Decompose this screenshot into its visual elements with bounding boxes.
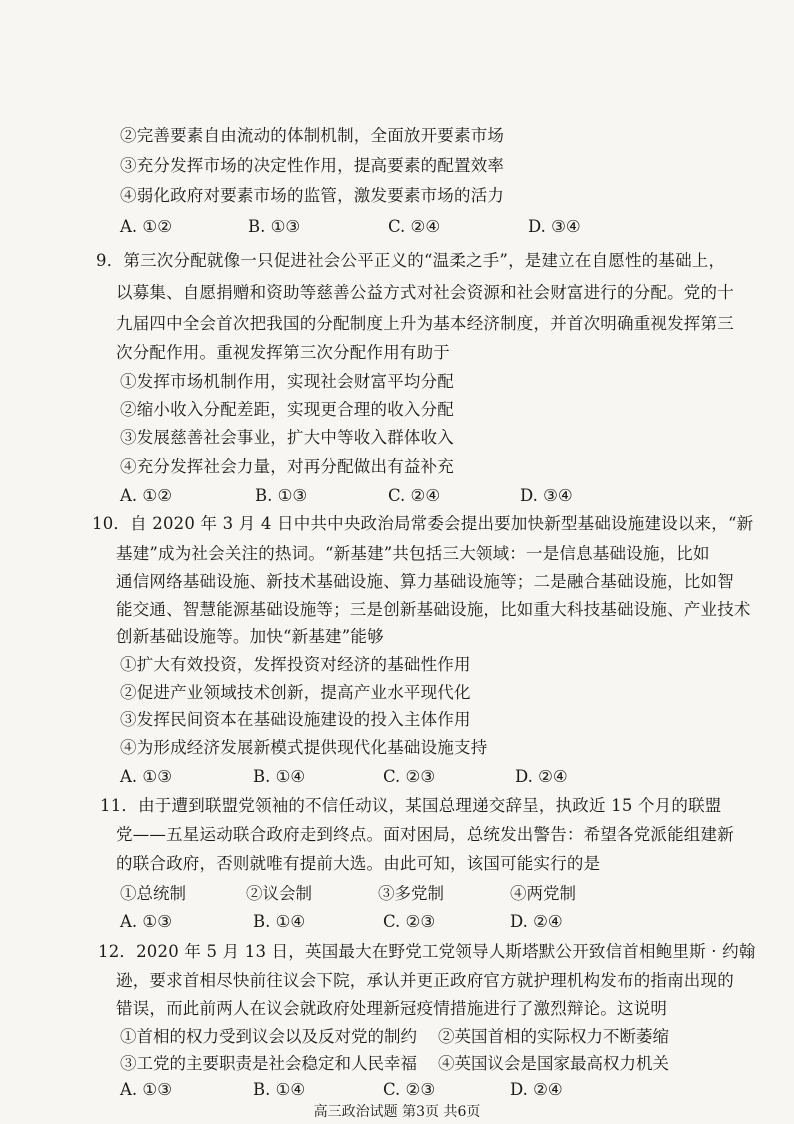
q8-answer-a[interactable]: A. ①②: [120, 217, 172, 236]
q11-options-row: [120, 884, 680, 904]
q8-option-2: ②完善要素自由流动的体制机制，全面放开要素市场: [120, 126, 505, 145]
q9-answer-d[interactable]: D. ③④: [520, 486, 573, 505]
q8-option-4: ④弱化政府对要素市场的监管，激发要素市场的活力: [120, 186, 505, 205]
q10-option-1: ①扩大有效投资，发挥投资对经济的基础性作用: [120, 655, 471, 674]
q9-option-3: ③发展慈善社会事业，扩大中等收入群体收入: [120, 428, 454, 447]
q9-stem-line-4: 次分配作用。重视发挥第三次分配作用有助于: [116, 343, 450, 362]
q9-option-4: ④充分发挥社会力量，对再分配做出有益补充: [120, 457, 454, 476]
q10-answer-b[interactable]: B. ①④: [253, 767, 306, 786]
q10-answer-a[interactable]: A. ①③: [120, 767, 172, 786]
q11-answer-d[interactable]: D. ②④: [510, 912, 563, 931]
q11-answer-a[interactable]: A. ①③: [120, 912, 172, 931]
q12-answer-d[interactable]: D. ②④: [510, 1080, 563, 1099]
q11-stem-line-2: 党——五星运动联合政府走到终点。面对困局，总统发出警告：希望各党派能组建新: [116, 825, 734, 844]
q10-option-3: ③发挥民间资本在基础设施建设的投入主体作用: [120, 710, 471, 729]
q9-stem-line-3: 九届四中全会首次把我国的分配制度上升为基本经济制度，并首次明确重视发挥第三: [116, 314, 734, 333]
q10-stem-line-5: 创新基础设施等。加快“新基建”能够: [116, 627, 384, 646]
q12-options-row-2: [120, 1054, 680, 1074]
q10-stem-line-1: 10．自 2020 年 3 月 4 日中共中央政治局常委会提出要加快新型基础设施建设以来，“新: [92, 514, 754, 533]
q10-stem-line-4: 能交通、智慧能源基础设施等；三是创新基础设施，比如重大科技基础设施、产业技术: [116, 600, 751, 619]
q9-option-1: ①发挥市场机制作用，实现社会财富平均分配: [120, 372, 454, 391]
q12-answer-row: [120, 1080, 680, 1100]
q12-stem-line-2: 逊，要求首相尽快前往议会下院，承认并更正政府官方就护理机构发布的指南出现的: [116, 971, 734, 990]
q9-option-2: ②缩小收入分配差距，实现更合理的收入分配: [120, 400, 454, 419]
q8-answer-row: [120, 217, 680, 237]
q11-option-1: ①总统制: [120, 884, 186, 903]
q11-option-3: ③多党制: [378, 884, 444, 903]
q11-stem-line-1: 11．由于遭到联盟党领袖的不信任动议，某国总理递交辞呈，执政近 15 个月的联盟: [100, 796, 722, 815]
q12-options-row-1: [120, 1027, 680, 1047]
q10-answer-c[interactable]: C. ②③: [383, 767, 436, 786]
q12-option-3: ③工党的主要职责是社会稳定和人民幸福: [120, 1054, 417, 1073]
q8-option-3: ③充分发挥市场的决定性作用，提高要素的配置效率: [120, 156, 505, 175]
q11-answer-c[interactable]: C. ②③: [383, 912, 436, 931]
q8-answer-c[interactable]: C. ②④: [388, 217, 441, 236]
q9-stem-line-2: 以募集、自愿捐赠和资助等慈善公益方式对社会资源和社会财富进行的分配。党的十: [116, 283, 734, 302]
q9-answer-b[interactable]: B. ①③: [255, 486, 308, 505]
q12-option-4: ④英国议会是国家最高权力机关: [438, 1054, 669, 1073]
q12-option-2: ②英国首相的实际权力不断萎缩: [438, 1027, 669, 1046]
q10-option-4: ④为形成经济发展新模式提供现代化基础设施支持: [120, 738, 488, 757]
q10-option-2: ②促进产业领域技术创新，提高产业水平现代化: [120, 683, 471, 702]
q11-answer-row: [120, 912, 680, 932]
q12-answer-c[interactable]: C. ②③: [383, 1080, 436, 1099]
q11-option-4: ④两党制: [510, 884, 576, 903]
q10-stem-line-2: 基建”成为社会关注的热词。“新基建”共包括三大领域：一是信息基础设施，比如: [116, 544, 710, 563]
q8-answer-b[interactable]: B. ①③: [248, 217, 301, 236]
q9-answer-c[interactable]: C. ②④: [388, 486, 441, 505]
q12-stem-line-1: 12．2020 年 5 月 13 日，英国最大在野党工党领导人斯塔默公开致信首相鲍里斯 · 约翰: [98, 942, 756, 961]
q11-stem-line-3: 的联合政府，否则就唯有提前大选。由此可知，该国可能实行的是: [116, 854, 601, 873]
q12-option-1: ①首相的权力受到议会以及反对党的制约: [120, 1027, 417, 1046]
q12-answer-a[interactable]: A. ①③: [120, 1080, 172, 1099]
q10-answer-d[interactable]: D. ②④: [515, 767, 568, 786]
page-footer: 高三政治试题 第3页 共6页: [313, 1104, 481, 1120]
q11-option-2: ②议会制: [246, 884, 312, 903]
q12-stem-line-3: 错误，而此前两人在议会就政府处理新冠疫情措施进行了激烈辩论。这说明: [116, 999, 668, 1018]
q9-answer-a[interactable]: A. ①②: [120, 486, 172, 505]
q10-stem-line-3: 通信网络基础设施、新技术基础设施、算力基础设施等；二是融合基础设施，比如智: [116, 572, 734, 591]
q12-answer-b[interactable]: B. ①④: [253, 1080, 306, 1099]
q8-answer-d[interactable]: D. ③④: [528, 217, 581, 236]
q11-answer-b[interactable]: B. ①④: [253, 912, 306, 931]
q9-stem-line-1: 9．第三次分配就像一只促进社会公平正义的“温柔之手”，是建立在自愿性的基础上，: [96, 251, 726, 270]
q9-answer-row: [120, 486, 680, 506]
q10-answer-row: [120, 767, 680, 787]
